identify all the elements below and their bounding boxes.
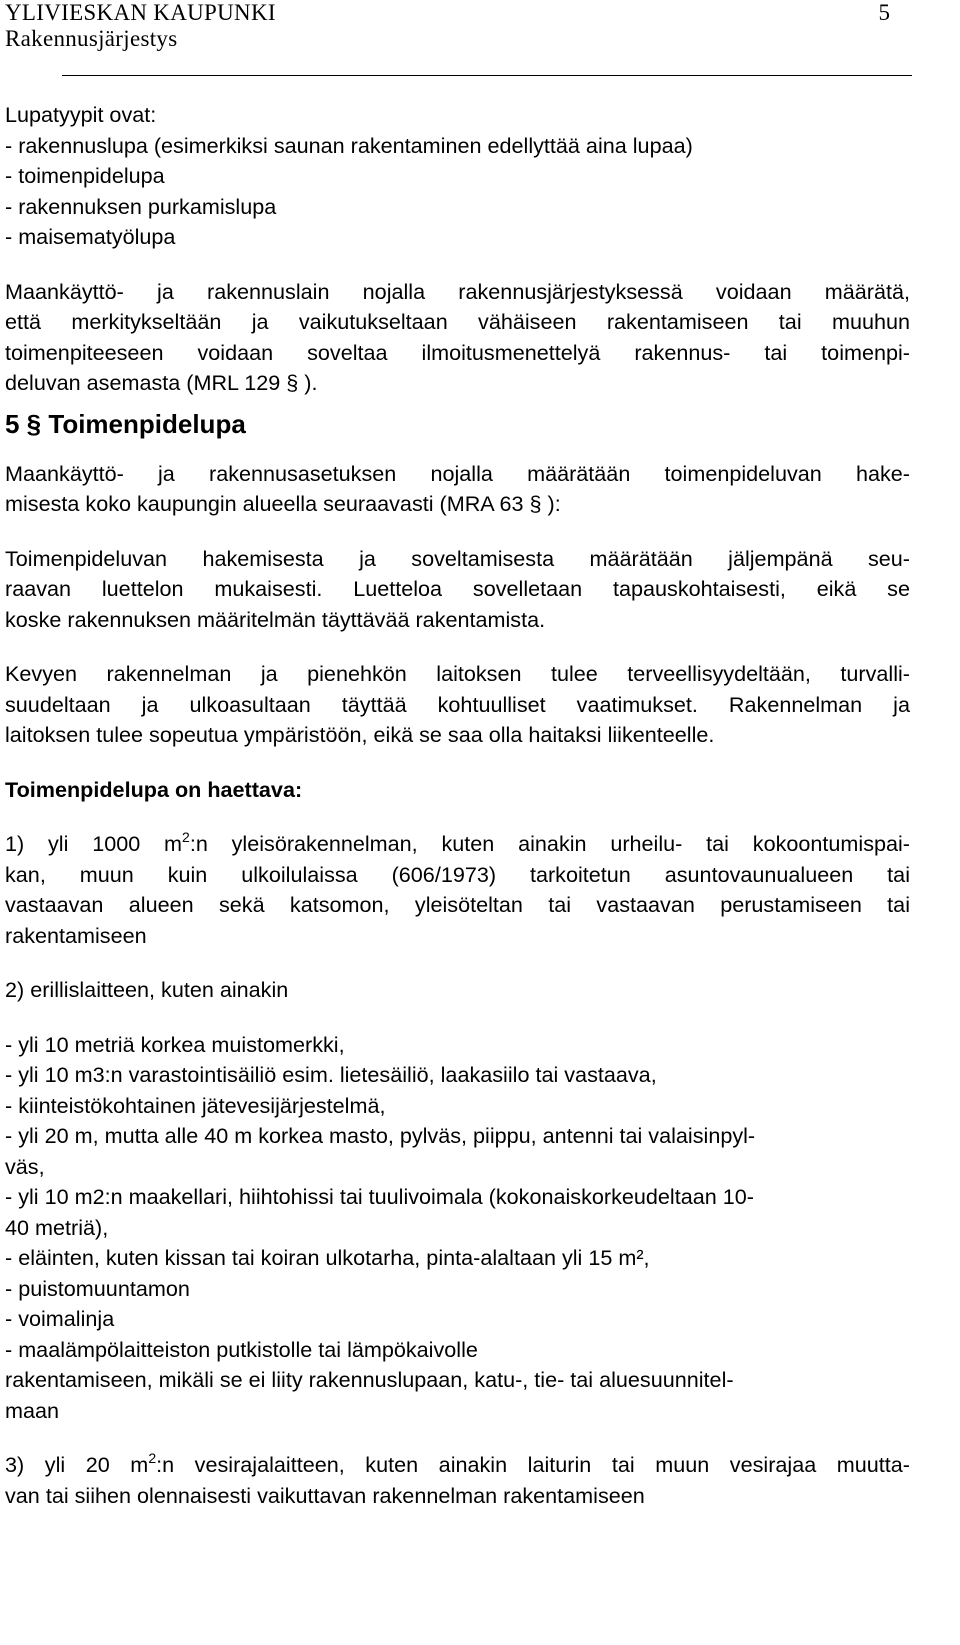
paragraph-application-list bbox=[5, 544, 910, 636]
section-heading: 5 § Toimenpidelupa bbox=[5, 408, 246, 439]
text-line: että merkitykseltään ja vaikutukseltaan vähäiseen rakentamiseen tai muuhun bbox=[5, 309, 910, 334]
paragraph-application-scope bbox=[5, 459, 910, 520]
text-line: van tai siihen olennaisesti vaikuttavan rakennelman rakentamiseen bbox=[5, 1482, 645, 1508]
list-item-1 bbox=[5, 829, 910, 951]
document-body bbox=[5, 100, 910, 1511]
list-item: - yli 20 m, mutta alle 40 m korkea masto, pylväs, piippu, antenni tai valaisinpyl- bbox=[5, 1123, 756, 1148]
text-line: Maankäyttö- ja rakennusasetuksen nojalla määrätään toimenpideluvan hake- bbox=[5, 460, 910, 486]
page-number: 5 bbox=[878, 0, 890, 25]
text-line: toimenpiteeseen voidaan soveltaa ilmoitusmenettelyä rakennus- tai toimenpi- bbox=[5, 339, 910, 365]
text-line: Maankäyttö- ja rakennuslain nojalla rakennusjärjestyksessä voidaan määrätä, bbox=[5, 278, 910, 304]
list-item: - puistomuuntamon bbox=[5, 1275, 190, 1301]
text-line: 3) yli 20 $m^2:n$ vesirajalaitteen, kuten ainakin laiturin tai muun vesirajaa muutta- bbox=[5, 1450, 910, 1477]
list-item: - yli 10 m2:n maakellari, hiihtohissi tai tuulivoimala (kokonaiskorkeudeltaan 10- bbox=[5, 1184, 754, 1209]
list-item-3 bbox=[5, 1450, 910, 1511]
list-item: - voimalinja bbox=[5, 1306, 115, 1331]
list-item: - maalämpölaitteiston putkistolle tai lämpökaivolle bbox=[5, 1336, 478, 1362]
subheading: Toimenpidelupa on haettava: bbox=[5, 776, 303, 802]
list-item: - yli 10 m3:n varastointisäiliö esim. lietesäiliö, laakasiilo tai vastaava, bbox=[5, 1062, 657, 1087]
paragraph-notification-procedure bbox=[5, 277, 910, 399]
text-line: koske rakennuksen määritelmän täyttävää rakentamista. bbox=[5, 606, 546, 632]
text-line: Kevyen rakennelman ja pienehkön laitoksen tulee terveellisyydeltään, turvalli- bbox=[5, 661, 910, 686]
list-item: maan bbox=[5, 1397, 60, 1423]
permit-types-intro: Lupatyypit ovat: bbox=[5, 102, 157, 127]
list-item: - maisematyölupa bbox=[5, 224, 176, 249]
permit-types-block bbox=[5, 100, 910, 253]
list-item-2-intro: 2) erillislaitteen, kuten ainakin bbox=[5, 977, 289, 1002]
list-item: väs, bbox=[5, 1153, 45, 1179]
text-line: misesta koko kaupungin alueella seuraavasti (MRA 63 § ): bbox=[5, 491, 561, 516]
page-header bbox=[5, 0, 276, 52]
header-city: YLIVIESKAN KAUPUNKI bbox=[5, 0, 276, 25]
text-line: 1) yli 1000 $m^2:n$ yleisörakennelman, kuten ainakin urheilu- tai kokoontumispai- bbox=[5, 829, 910, 856]
paragraph-requirements bbox=[5, 659, 910, 751]
list-item: - toimenpidelupa bbox=[5, 163, 165, 188]
list-item-2 bbox=[5, 1030, 910, 1427]
list-item: - yli 10 metriä korkea muistomerkki, bbox=[5, 1031, 345, 1057]
text-line: raavan luettelon mukaisesti. Luetteloa sovelletaan tapauskohtaisesti, eikä se bbox=[5, 576, 910, 601]
list-item: - rakennuksen purkamislupa bbox=[5, 193, 277, 219]
list-item: 40 metriä), bbox=[5, 1214, 109, 1240]
header-rule bbox=[62, 75, 912, 76]
text-line: suudeltaan ja ulkoasultaan täyttää kohtuulliset vaatimukset. Rakennelman ja bbox=[5, 691, 910, 717]
list-item: - kiinteistökohtainen jätevesijärjestelmä, bbox=[5, 1092, 386, 1118]
header-document-title: Rakennusjärjestys bbox=[5, 26, 178, 51]
list-item: - rakennuslupa (esimerkiksi saunan rakentaminen edellyttää aina lupaa) bbox=[5, 132, 693, 158]
text-line: Toimenpideluvan hakemisesta ja soveltamisesta määrätään jäljempänä seu- bbox=[5, 545, 910, 571]
list-item: rakentamiseen, mikäli se ei liity rakennuslupaan, katu-, tie- tai aluesuunnitel- bbox=[5, 1367, 734, 1392]
text-line: rakentamiseen bbox=[5, 922, 147, 948]
text-line: kan, muun kuin ulkoilulaissa (606/1973) tarkoitetun asuntovaunualueen tai bbox=[5, 861, 910, 887]
text-line: vastaavan alueen sekä katsomon, yleisöteltan tai vastaavan perustamiseen tai bbox=[5, 892, 910, 917]
list-item: - eläinten, kuten kissan tai koiran ulkotarha, pinta-alaltaan yli 15 m², bbox=[5, 1245, 650, 1270]
text-line: deluvan asemasta (MRL 129 § ). bbox=[5, 370, 318, 395]
text-line: laitoksen tulee sopeutua ympäristöön, eikä se saa olla haitaksi liikenteelle. bbox=[5, 722, 715, 747]
